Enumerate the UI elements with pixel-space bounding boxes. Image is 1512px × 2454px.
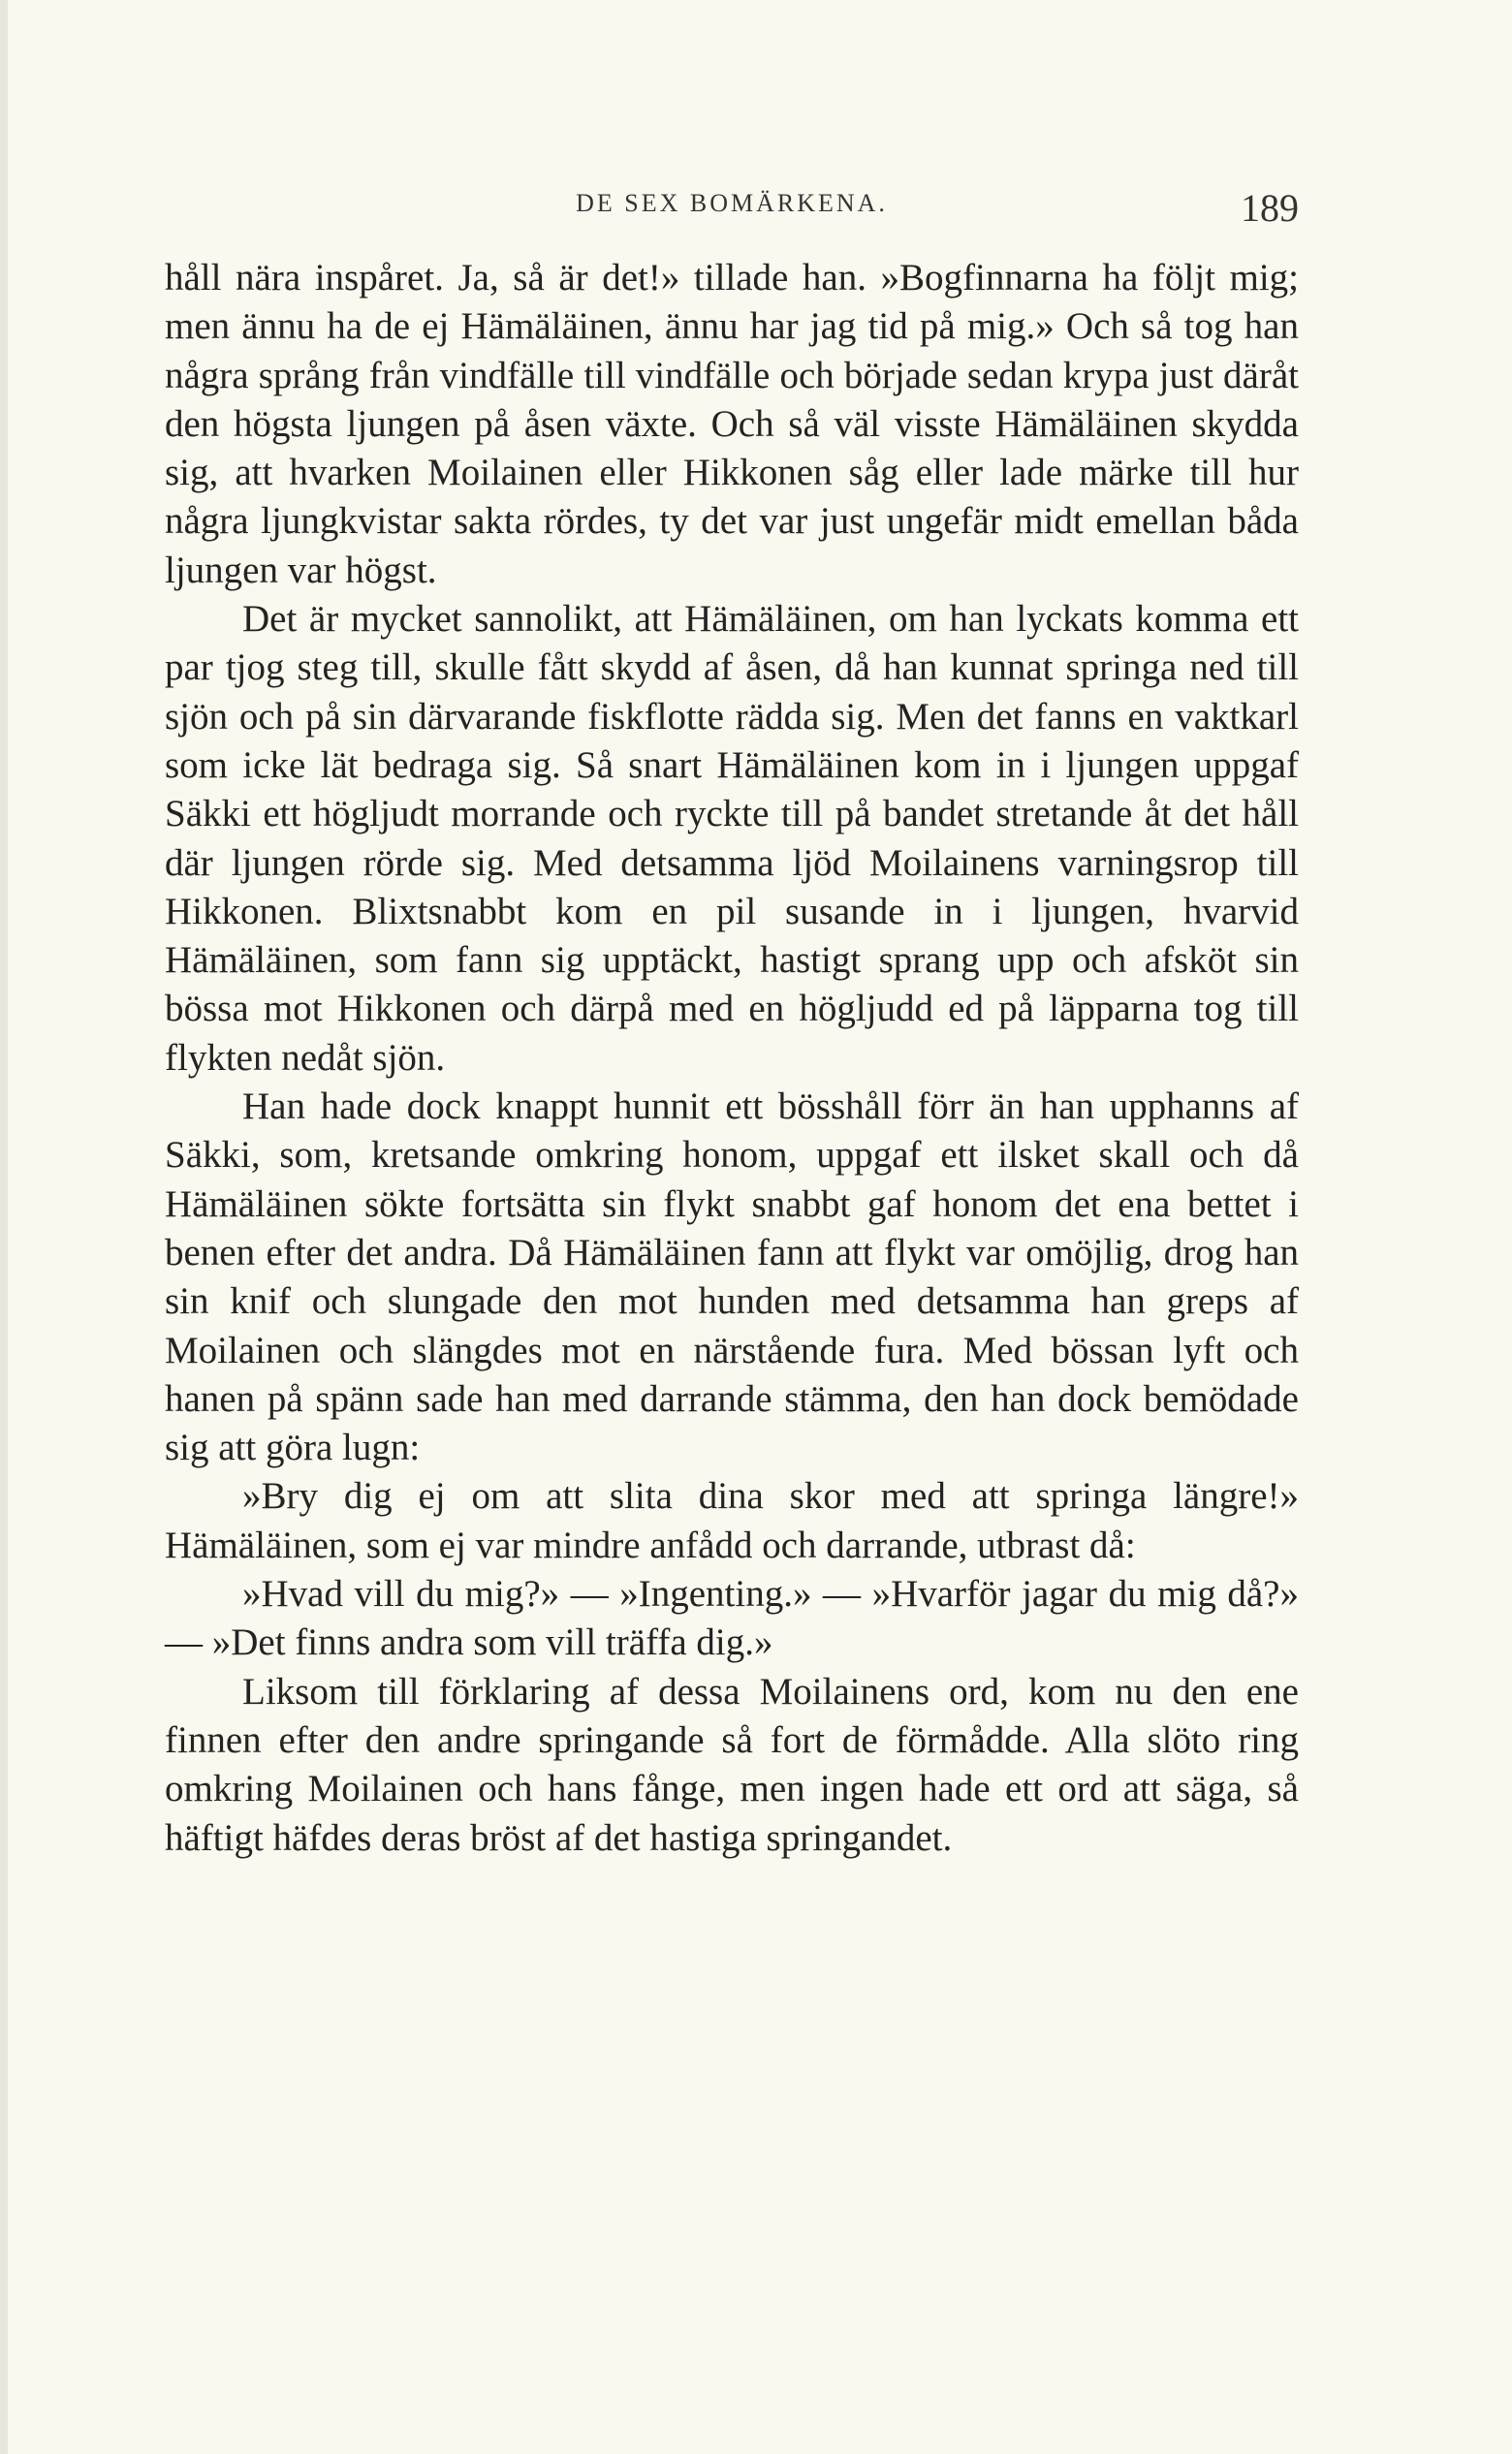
paragraph-3: Han hade dock knappt hunnit ett bösshåll förr än han upphanns af Säkki, som, kretsande omkring honom, uppgaf ett ilsket skall och då Hämäläinen sökte fortsätta sin flykt snabbt gaf honom det ena bettet i benen efter det andra. Då Hämäläinen fann att flykt var omöjlig, drog han sin knif och slungade den mot hunden med detsamma han greps af Moilainen och slängdes mot en närstående fura. Med bössan lyft och hanen på spänn sade han med darrande stämma, den han dock bemödade sig att göra lugn: — [165, 1085, 1299, 1469]
paragraph-4: »Bry dig ej om att slita dina skor med att springa längre!» Hämäläinen, som ej var mindre anfådd och darrande, utbrast då: — [165, 1475, 1299, 1566]
page-number: 189 — [1241, 186, 1299, 230]
paragraph-6: Liksom till förklaring af dessa Moilainens ord, kom nu den ene finnen efter den andre springande så fort de förmådde. Alla slöto ring omkring Moilainen och hans fånge, men ingen hade ett ord att säga, så häftigt häfdes deras bröst af det hastiga springandet. — [165, 1670, 1299, 1859]
body-text — [165, 254, 1299, 1863]
paragraph-2: Det är mycket sannolikt, att Hämäläinen, om han lyckats komma ett par tjog steg till, skulle fått skydd af åsen, då han kunnat springa ned till sjön och på sin därvarande fiskflotte rädda sig. Men det fanns en vaktkarl som icke lät bedraga sig. Så snart Hämäläinen kom in i ljungen uppgaf Säkki ett högljudt morrande och ryckte till på bandet stretande åt det håll där ljungen rörde sig. Med detsamma ljöd Moilainens varningsrop till Hikkonen. Blixtsnabbt kom en pil susande in i ljungen, hvarvid Hämäläinen, som fann sig upptäckt, hastigt sprang upp och afsköt sin bössa mot Hikkonen och därpå med en högljudd ed på läpparna tog till flykten nedåt sjön. — [165, 598, 1299, 1079]
paragraph-5: »Hvad vill du mig?» — »Ingenting.» — »Hvarför jagar du mig då?» — »Det finns andra som vill träffa dig.» — [165, 1573, 1299, 1664]
paragraph-1: håll nära inspåret. Ja, så är det!» tillade han. »Bogfinnarna ha följt mig; men ännu ha de ej Hämäläinen, ännu har jag tid på mig.» Och så tog han några språng från vindfälle till vindfälle och började sedan krypa just däråt den högsta ljungen på åsen växte. Och så väl visste Hämäläinen skydda sig, att hvarken Moilainen eller Hikkonen såg eller lade märke till hur några ljungkvistar sakta rördes, ty det var just ungefär midt emellan båda ljungen var högst. — [165, 257, 1299, 591]
running-title: DE SEX BOMÄRKENA. — [576, 189, 888, 217]
running-head — [165, 186, 1299, 236]
